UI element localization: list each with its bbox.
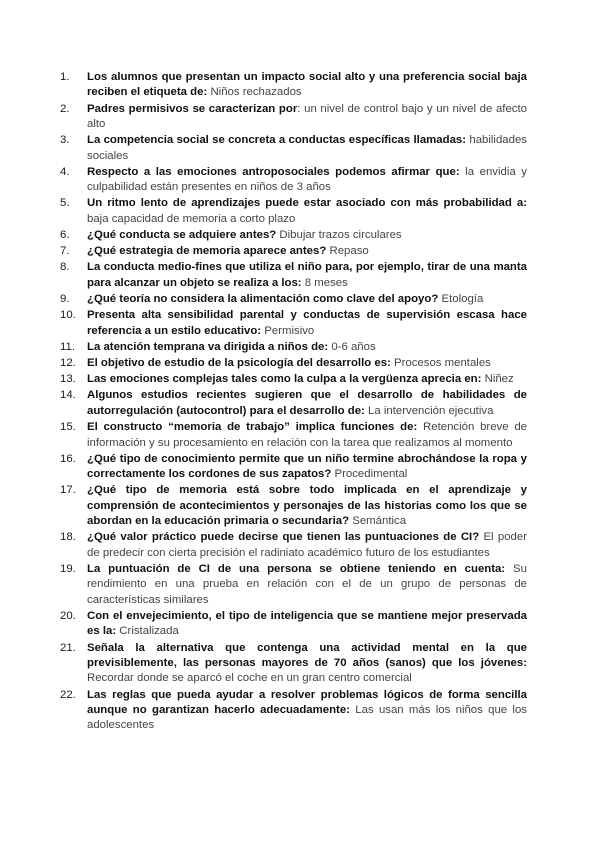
list-item xyxy=(60,388,527,419)
question-text: Con el envejecimiento, el tipo de inteligencia que se mantiene mejor preservada es la: xyxy=(87,609,527,638)
question-text: Los alumnos que presentan un impacto social alto y una preferencia social baja reciben el etiqueta de: xyxy=(87,71,527,99)
answer-text: Las usan más los niños que los adolescentes xyxy=(87,703,527,732)
item-number: 10. xyxy=(60,309,76,322)
question-text: La competencia social se concreta a conductas específicas llamadas: xyxy=(87,134,467,147)
answer-text: Recordar donde se aparcó el coche en un gran centro comercial xyxy=(87,672,412,685)
list-item xyxy=(60,102,527,133)
answer-text: habilidades sociales xyxy=(87,134,527,162)
list-item xyxy=(60,641,527,687)
question-text: Respecto a las emociones antroposociales podemos afirmar que: xyxy=(87,165,460,178)
question-text: El constructo “memoria de trabajo” implica funciones de: xyxy=(87,421,418,434)
list-item xyxy=(60,562,527,608)
list-item xyxy=(60,609,527,640)
answer-text: Etología xyxy=(438,293,484,306)
list-item xyxy=(60,372,527,387)
question-text: Las reglas que pueda ayudar a resolver problemas lógicos de forma sencilla aunque no garantizan hacerlo adecuadamente: xyxy=(87,688,527,716)
item-number: 6. xyxy=(60,229,70,242)
item-number: 15. xyxy=(60,421,76,434)
answer-text: Semántica xyxy=(349,515,407,528)
question-text: ¿Qué estrategia de memoria aparece antes? xyxy=(87,245,327,258)
question-text: Las emociones complejas tales como la culpa a la vergüenza aprecia en: xyxy=(87,373,482,386)
list-item xyxy=(60,70,527,101)
list-item xyxy=(60,228,527,243)
answer-text: Su rendimiento en una prueba en relación con el de un grupo de personas de características similares xyxy=(87,562,527,606)
question-text: ¿Qué conducta se adquiere antes? xyxy=(87,229,277,242)
list-item xyxy=(60,260,527,291)
item-number: 13. xyxy=(60,373,76,386)
item-number: 12. xyxy=(60,357,76,370)
question-list xyxy=(60,70,527,735)
question-text: ¿Qué teoría no considera la alimentación como clave del apoyo? xyxy=(87,293,439,306)
item-number: 11. xyxy=(60,340,75,353)
list-item xyxy=(60,452,527,483)
item-number: 14. xyxy=(60,389,76,402)
answer-text: la envidia y culpabilidad están presentes en niños de 3 años xyxy=(87,165,527,194)
list-item xyxy=(60,340,527,355)
item-number: 18. xyxy=(60,531,76,544)
answer-text: Procedimental xyxy=(331,468,408,481)
answer-text: Permisivo xyxy=(261,324,315,337)
item-number: 19. xyxy=(60,562,76,575)
question-text: La conducta medio-fines que utiliza el niño para, por ejemplo, tirar de una manta para alcanzar un objeto se realiza a los: xyxy=(87,261,527,289)
list-item xyxy=(60,308,527,339)
list-item xyxy=(60,688,527,734)
question-text: ¿Qué valor práctico puede decirse que tienen las puntuaciones de CI? xyxy=(87,531,480,544)
item-number: 4. xyxy=(60,165,70,178)
list-item xyxy=(60,356,527,371)
item-number: 17. xyxy=(60,484,76,497)
question-text: Un ritmo lento de aprendizajes puede estar asociado con más probabilidad a: xyxy=(87,197,527,210)
answer-text: baja capacidad de memoria a corto plazo xyxy=(87,212,296,225)
question-text: Padres permisivos se caracterizan por xyxy=(87,102,298,115)
question-text: Presenta alta sensibilidad parental y conductas de supervisión escasa hace referencia a un estilo educativo: xyxy=(87,309,527,337)
answer-text: Procesos mentales xyxy=(390,357,491,370)
item-number: 1. xyxy=(60,71,70,83)
answer-text: Cristalizada xyxy=(116,625,179,638)
item-number: 8. xyxy=(60,261,70,274)
question-text: ¿Qué tipo de conocimiento permite que un niño termine abrochándose la ropa y correctamente los cordones de sus zapatos? xyxy=(87,452,527,481)
question-text: La puntuación de CI de una persona se obtiene teniendo en cuenta: xyxy=(87,562,506,575)
answer-text: 0-6 años xyxy=(328,340,376,353)
answer-text: Repaso xyxy=(326,245,369,258)
answer-text: Niños rechazados xyxy=(207,86,302,99)
list-item xyxy=(60,244,527,259)
question-text: Señala la alternativa que contenga una actividad mental en la que previsiblemente, las personas mayores de 70 años (sanos) que los jóvenes: xyxy=(87,641,527,669)
item-number: 7. xyxy=(60,245,70,258)
item-number: 16. xyxy=(60,452,76,465)
item-number: 3. xyxy=(60,134,70,147)
item-number: 22. xyxy=(60,688,76,701)
question-text: El objetivo de estudio de la psicología del desarrollo es: xyxy=(87,357,391,370)
item-number: 20. xyxy=(60,609,76,622)
question-text: Algunos estudios recientes sugieren que el desarrollo de habilidades de autorregulación (autocontrol) para el desarrollo de: xyxy=(87,389,527,417)
item-number: 9. xyxy=(60,293,70,306)
answer-text: La intervención ejecutiva xyxy=(364,404,494,417)
item-number: 2. xyxy=(60,102,70,115)
answer-text: El poder de predecir con cierta precisión el radiniato académico futuro de los estudiantes xyxy=(87,531,527,559)
list-item xyxy=(60,420,527,451)
answer-text: Dibujar trazos circulares xyxy=(276,229,402,242)
list-item xyxy=(60,530,527,561)
list-item xyxy=(60,292,527,307)
answer-text: : un nivel de control bajo y un nivel de afecto alto xyxy=(87,102,527,131)
answer-text: Retención breve de información y su procesamiento en relación con la tarea que realizamos al momento xyxy=(87,421,527,449)
list-item xyxy=(60,483,527,529)
answer-text: Niñez xyxy=(481,373,514,386)
list-item xyxy=(60,133,527,164)
question-text: ¿Qué tipo de memoria está sobre todo implicada en el aprendizaje y comprensión de acontecimientos y personajes de las historias como los que se abordan en la educación primaria o secundaria? xyxy=(87,484,527,528)
question-text: La atención temprana va dirigida a niños de: xyxy=(87,340,329,353)
list-item xyxy=(60,196,527,227)
item-number: 21. xyxy=(60,641,76,654)
item-number: 5. xyxy=(60,197,70,210)
list-item xyxy=(60,165,527,196)
answer-text: 8 meses xyxy=(301,276,348,289)
